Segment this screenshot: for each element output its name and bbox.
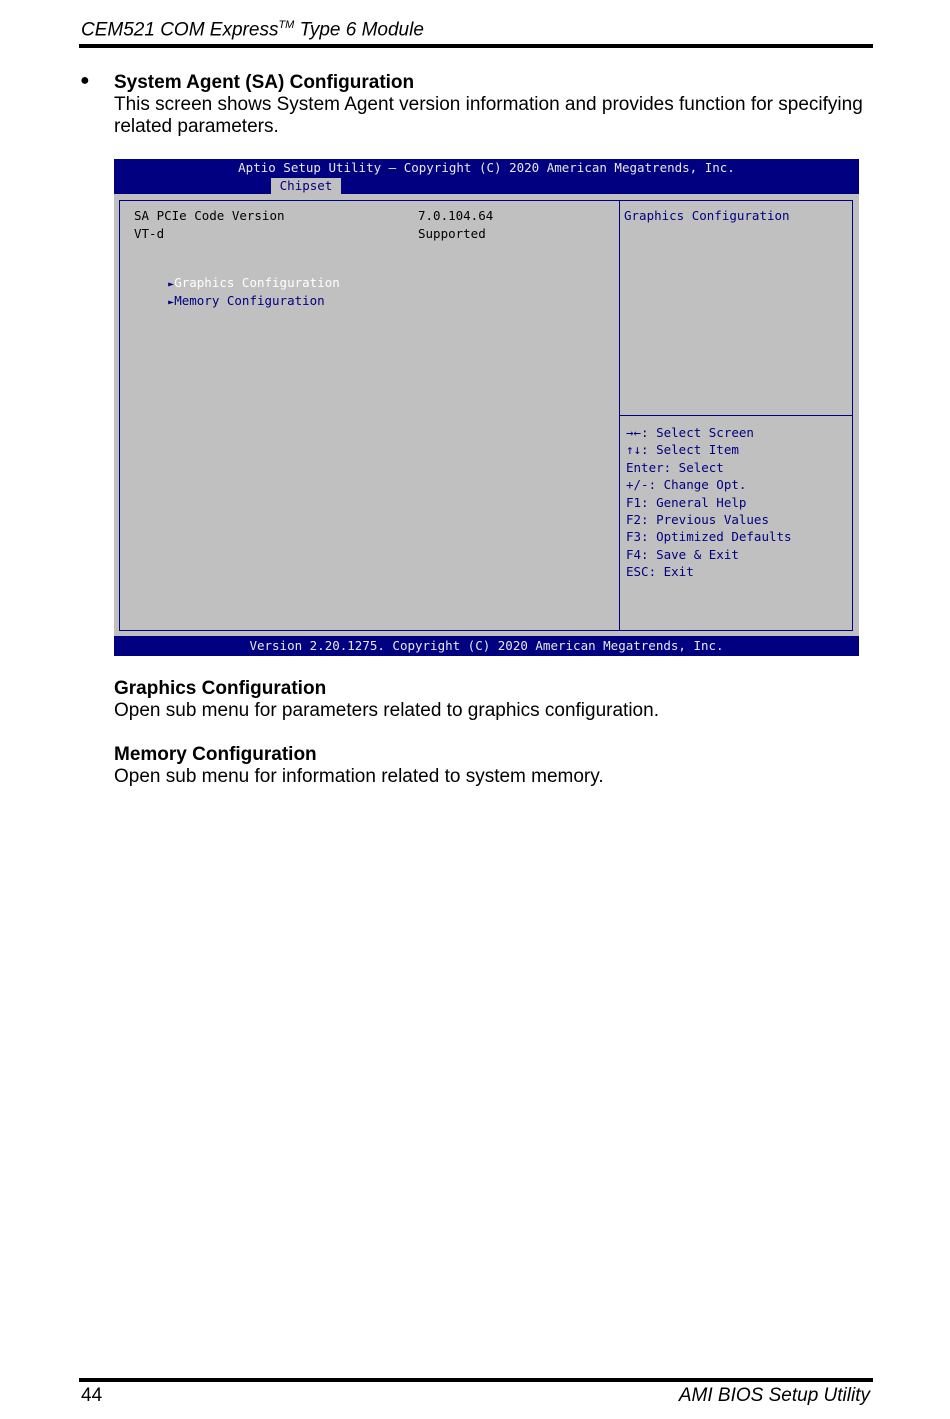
document-header [81, 19, 424, 41]
bios-row-value: 7.0.104.64 [418, 208, 494, 223]
submenu-arrow-icon: ► [168, 297, 175, 308]
item-title-graphics: Graphics Configuration [114, 678, 327, 699]
section-description: This screen shows System Agent version information and provides function for specifying related parameters. [114, 94, 863, 137]
key-select-item: ↑↓: Select Item [626, 442, 739, 458]
header-title-main: CEM521 COM Express [81, 19, 279, 41]
key-enter: Enter: Select [626, 459, 724, 475]
footer-title: AMI BIOS Setup Utility [678, 1385, 870, 1406]
bios-row-label: SA PCIe Code Version [134, 208, 285, 223]
bios-row-label: VT-d [134, 226, 165, 241]
menu-item-memory-configuration[interactable] [123, 278, 325, 323]
key-f3: F3: Optimized Defaults [626, 529, 792, 545]
key-legend [626, 424, 792, 581]
bios-footer-bar: Version 2.20.1275. Copyright (C) 2020 American Megatrends, Inc. [114, 636, 859, 656]
key-f4: F4: Save & Exit [626, 546, 739, 562]
item-title-memory: Memory Configuration [114, 744, 317, 765]
footer-rule [79, 1378, 873, 1382]
tab-chipset[interactable]: Chipset [271, 178, 341, 194]
bios-row-value: Supported [418, 226, 486, 241]
header-trademark: TM [278, 19, 295, 31]
menu-item-label: Graphics Configuration [174, 275, 340, 290]
page-number: 44 [81, 1385, 103, 1406]
section-title: System Agent (SA) Configuration [114, 72, 415, 93]
bios-screenshot [114, 159, 859, 656]
bios-help-panel [620, 200, 853, 416]
key-f2: F2: Previous Values [626, 512, 769, 528]
key-select-screen: →←: Select Screen [626, 425, 754, 440]
key-f1: F1: General Help [626, 494, 747, 510]
item-description-graphics: Open sub menu for parameters related to graphics configuration. [114, 700, 659, 721]
key-change-opt: +/-: Change Opt. [626, 477, 747, 493]
item-description-memory: Open sub menu for information related to system memory. [114, 766, 604, 787]
bios-keys-panel [620, 415, 853, 631]
key-esc: ESC: Exit [626, 564, 694, 580]
help-text: Graphics Configuration [624, 208, 790, 223]
submenu-arrow-icon: ► [168, 279, 175, 290]
bios-title-bar [114, 159, 859, 194]
header-title-rest: Type 6 Module [294, 19, 424, 41]
header-rule [79, 44, 873, 48]
bios-main-panel [119, 200, 620, 631]
bios-title: Aptio Setup Utility – Copyright (C) 2020 American Megatrends, Inc. [238, 160, 735, 175]
menu-item-label: Memory Configuration [174, 293, 325, 308]
bullet-icon: ● [80, 72, 90, 89]
